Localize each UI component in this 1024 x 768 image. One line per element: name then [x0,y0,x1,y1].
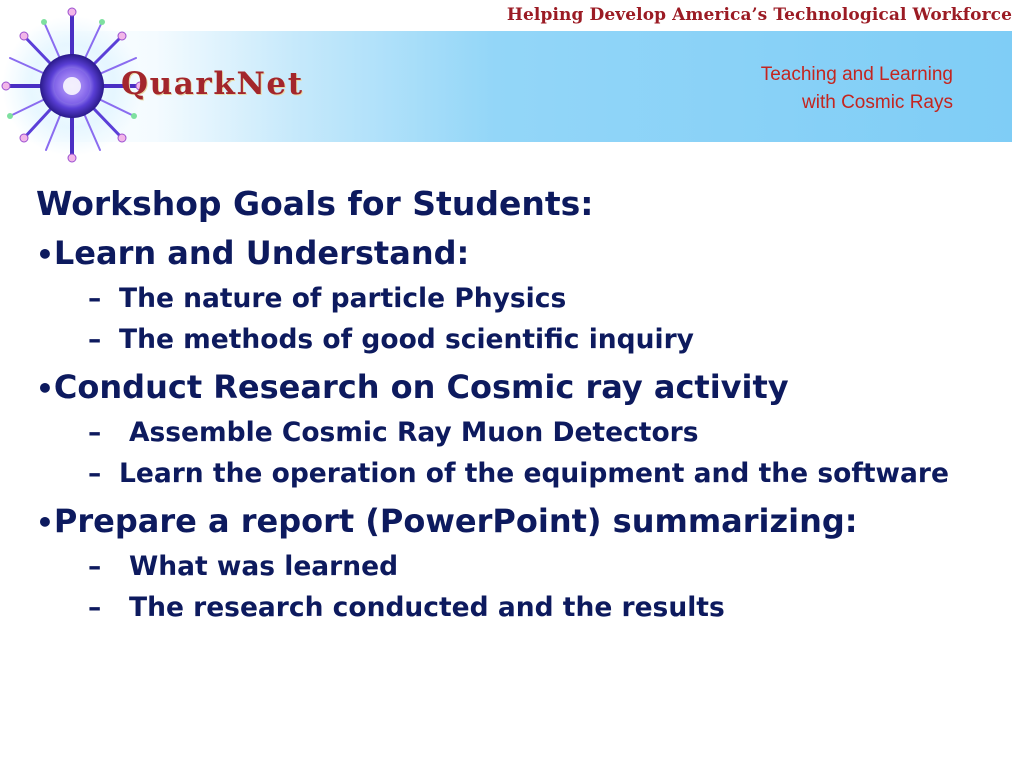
bullet-dot-icon: • [36,506,54,539]
sub-item-text: What was learned [129,551,399,582]
slide-body [36,178,996,632]
bullet-item [36,230,996,278]
bullet-text: Conduct Research on Cosmic ray activity [53,368,789,406]
slide-subtitle [761,61,953,117]
sub-item [36,457,949,490]
tagline: Helping Develop America’s Technological Workforce [506,5,1012,25]
sub-item-text: The methods of good scientific inquiry [119,324,694,355]
bullet-dot-icon: • [36,372,54,405]
quarknet-logo-text: QuarkNet [121,66,304,102]
sub-item [36,591,996,624]
bullet-text: Learn and Understand: [53,234,470,272]
sub-item-text: The nature of particle Physics [119,283,567,314]
subtitle-line-1: Teaching and Learning [760,64,953,85]
dash-icon: – [88,324,102,355]
sub-item-text: The research conducted and the results [129,592,725,623]
subtitle-line-2: with Cosmic Rays [802,92,953,113]
sub-item [36,550,996,583]
bullet-text: Prepare a report (PowerPoint) summarizing: [53,502,858,540]
sub-item [36,416,996,449]
sub-item-text: Assemble Cosmic Ray Muon Detectors [129,417,699,448]
dash-icon: – [88,458,102,489]
dash-icon: – [88,283,102,314]
bullet-item [36,364,996,412]
sub-item [36,282,996,315]
sub-item [36,323,996,356]
bullet-item [36,498,996,546]
dash-icon: – [88,592,102,623]
sub-item-text: Learn the operation of the equipment and the software [119,458,949,489]
bullet-dot-icon: • [36,238,54,271]
dash-icon: – [88,417,102,448]
dash-icon: – [88,551,102,582]
slide-heading: Workshop Goals for Students: [36,184,594,223]
